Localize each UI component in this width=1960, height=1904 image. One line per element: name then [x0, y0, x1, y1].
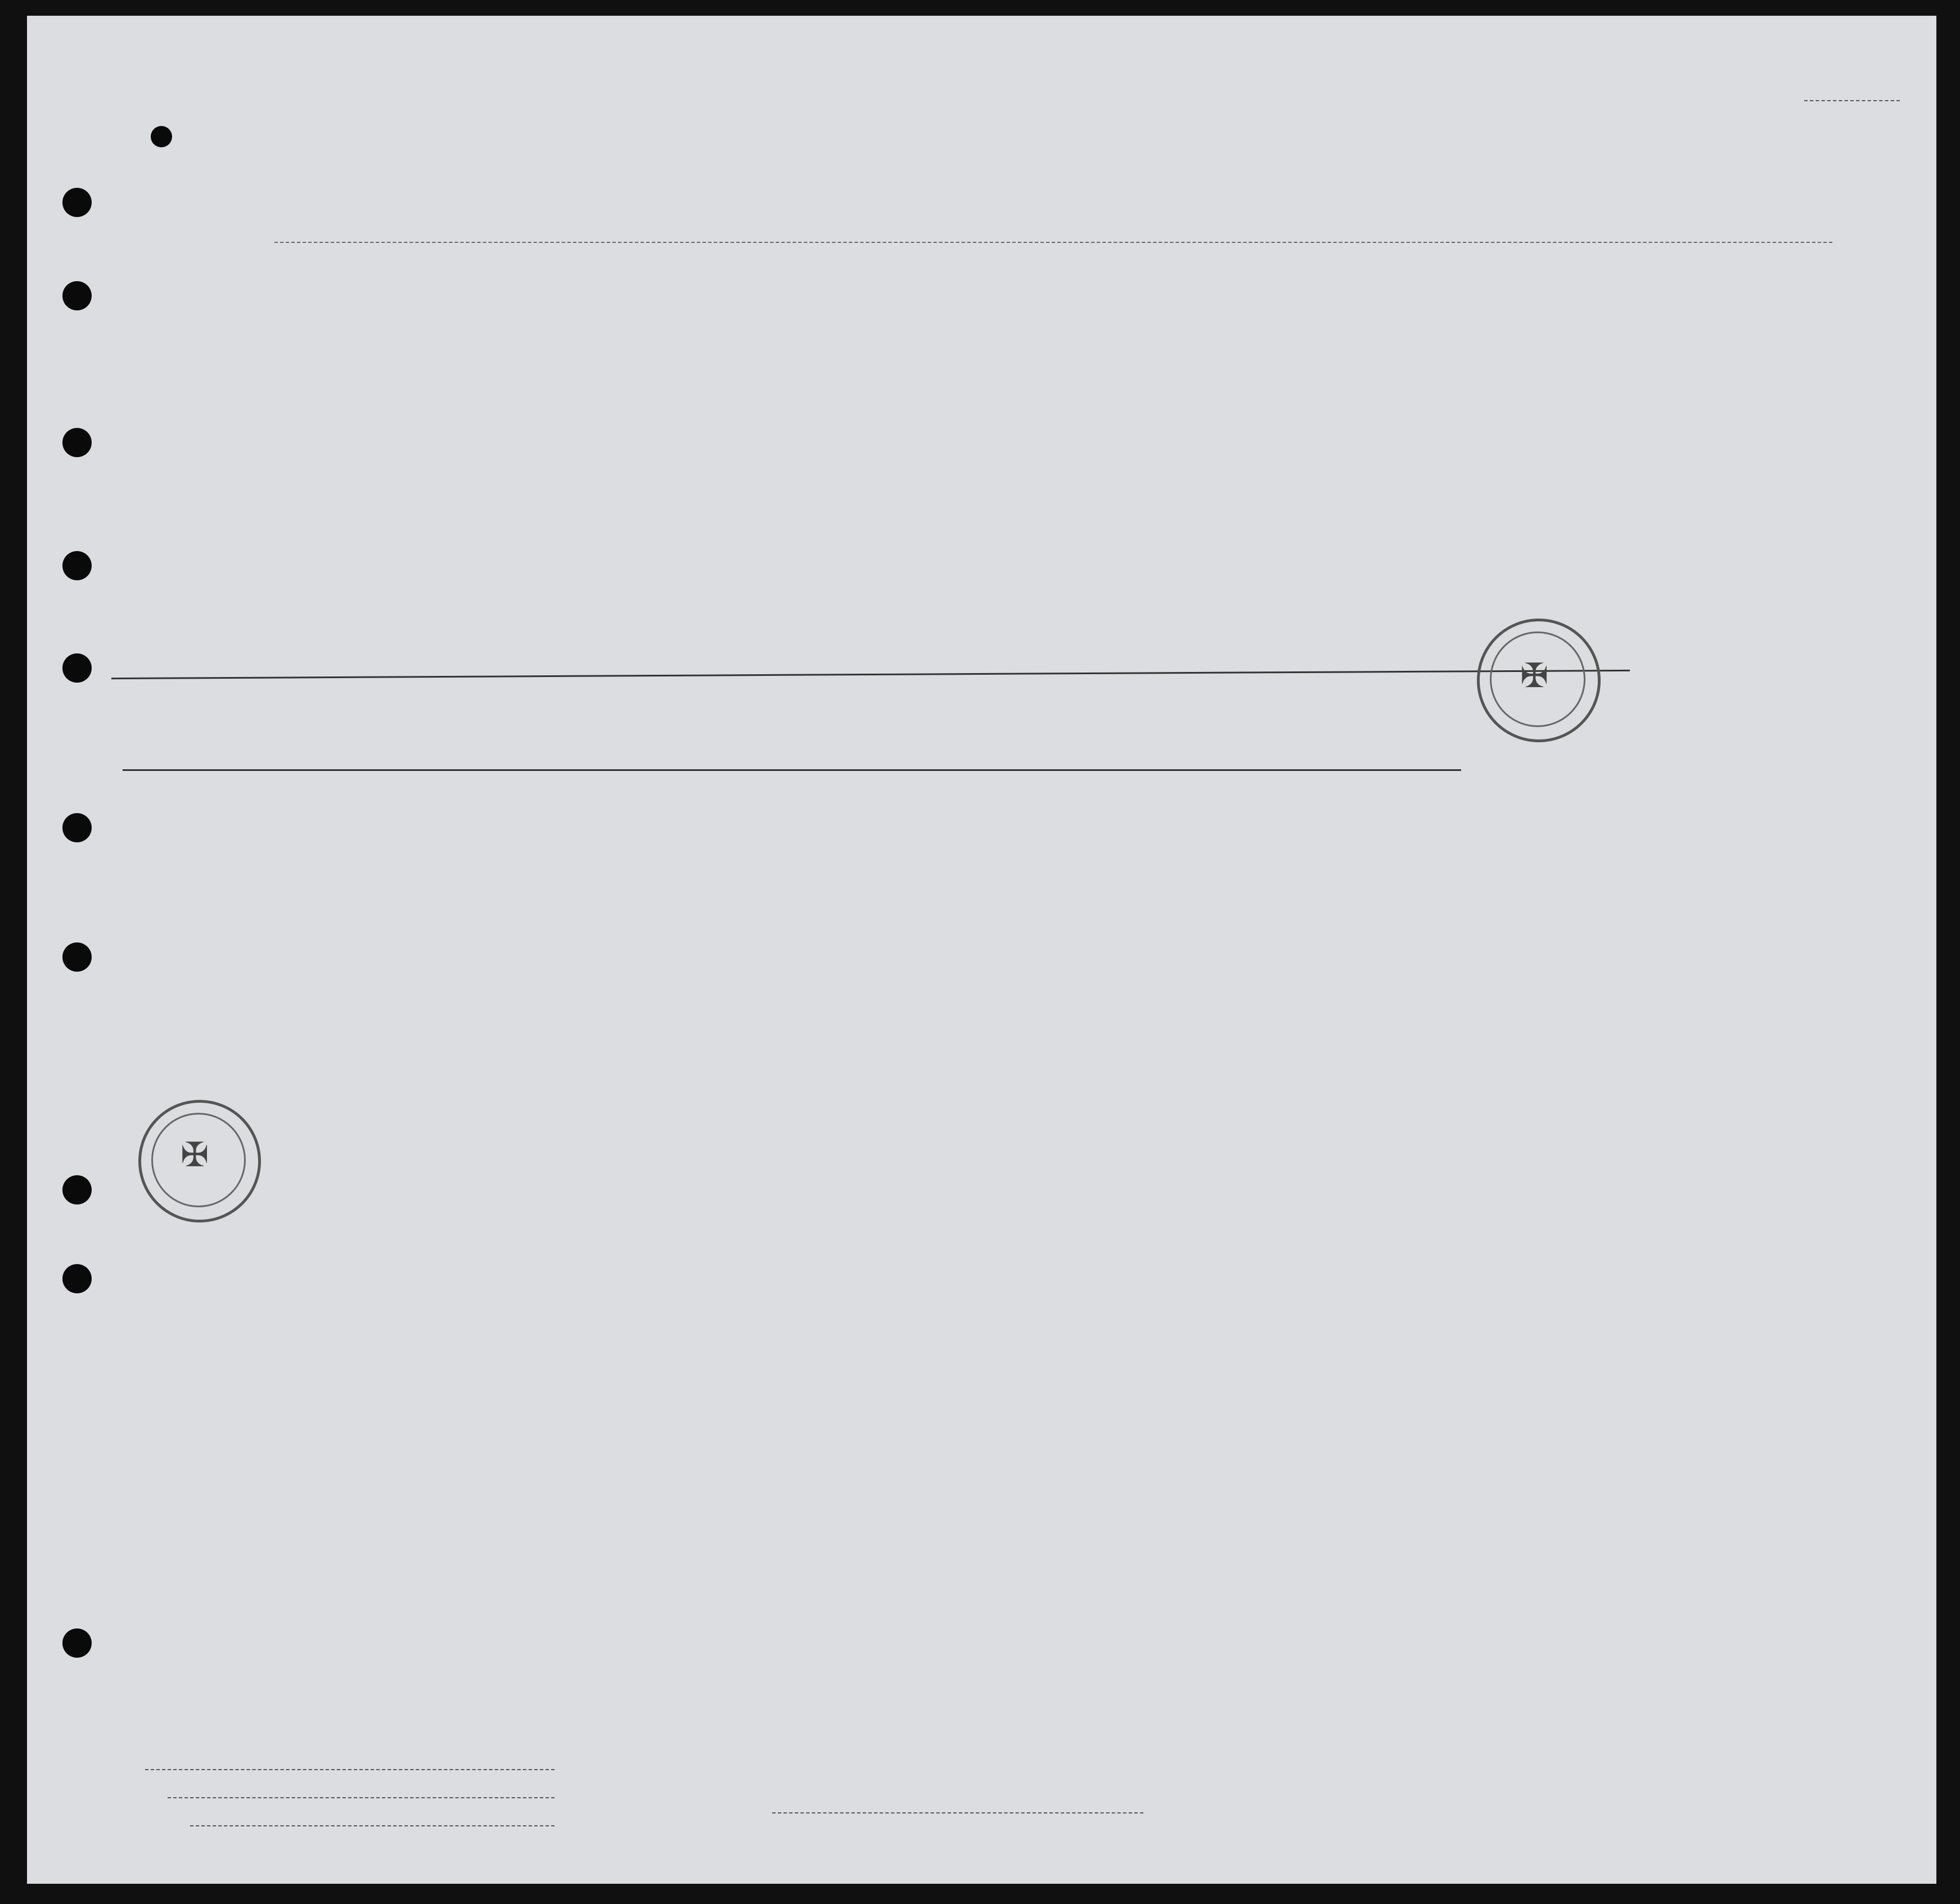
manifest-sheet	[27, 16, 1936, 1884]
inspector-line	[772, 1812, 1143, 1813]
line-underline	[145, 1769, 555, 1770]
owners-underline	[168, 1797, 555, 1798]
strike-row-9	[123, 769, 1461, 771]
consulate-seal-stamp	[1477, 619, 1601, 742]
agents-underline	[190, 1825, 555, 1826]
consulate-seal-stamp-lower	[138, 1100, 261, 1222]
manifest-grid	[27, 16, 1936, 1884]
eagle-icon: ✠	[1520, 657, 1549, 694]
eagle-icon: ✠	[181, 1136, 209, 1174]
